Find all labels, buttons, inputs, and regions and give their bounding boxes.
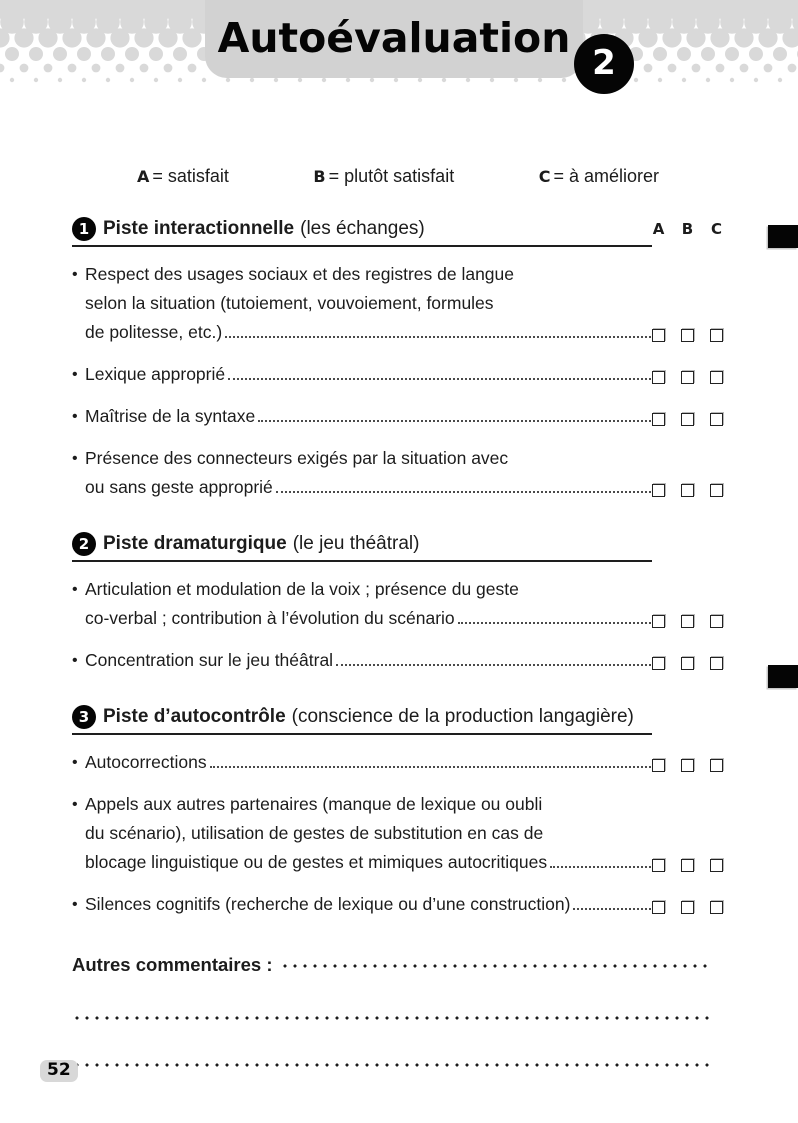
dotted-leader [258,420,651,422]
criterion-text [72,890,652,919]
rating-checkboxes [652,646,723,675]
criterion-line-text: selon la situation (tutoiement, vouvoiement, formules [85,293,494,313]
rating-legend [137,166,659,187]
criterion-text [72,444,652,502]
checkbox-a[interactable] [652,657,665,670]
checkbox-b[interactable] [681,413,694,426]
checkbox-b[interactable] [681,371,694,384]
dotted-leader [225,336,651,338]
criterion-text [72,790,652,877]
rating-checkboxes [652,360,723,389]
dotted-leader [336,664,651,666]
column-letter-a: A [652,220,665,238]
criterion-line-text: Appels aux autres partenaires (manque de lexique ou oubli [85,794,543,814]
comments-label: Autres commentaires : [72,954,273,975]
comment-extra-lines [72,1001,712,1070]
criterion-row [72,890,723,919]
sections-root [72,217,723,919]
criterion-row [72,402,723,431]
criterion-row [72,260,723,347]
checkbox-b[interactable] [681,657,694,670]
criterion-text [72,260,652,347]
criterion-text [72,402,652,431]
bullet-dot: • [72,754,78,771]
criterion-line-text: Autocorrections [85,752,207,772]
criterion-line-text: Présence des connecteurs exigés par la situation avec [85,448,509,468]
criterion-row [72,748,723,777]
section-subtitle: (le jeu théâtral) [292,533,420,554]
dotted-leader [573,908,651,910]
criterion-line-text: Lexique approprié [85,364,226,384]
criterion-line [85,604,652,633]
criterion-row [72,790,723,877]
criterion-line-text: Articulation et modulation de la voix ; présence du geste [85,579,519,599]
criterion-line [85,748,652,777]
checkbox-c[interactable] [710,615,723,628]
criterion-text [72,575,652,633]
rating-checkboxes [652,790,723,877]
legend-letter: A [137,167,150,186]
edge-tab-top [768,225,798,248]
criterion-line [85,790,652,819]
dotted-leader [550,866,651,868]
checkbox-a[interactable] [652,484,665,497]
criterion-line-text: co-verbal ; contribution à l’évolution du scénario [85,608,455,628]
comment-write-line[interactable] [280,949,712,971]
legend-letter: B [313,167,326,186]
section-title: Piste interactionnelle [103,218,295,239]
legend-item-b [313,166,454,187]
criterion-row [72,575,723,633]
rating-checkboxes [652,890,723,919]
section-title: Piste d’autocontrôle [103,706,286,727]
criterion-text [72,748,652,777]
criterion-line [85,260,652,289]
criterion-row [72,444,723,502]
comment-write-line[interactable] [72,1048,712,1070]
legend-letter: C [538,167,551,186]
section-header [72,705,652,735]
criterion-line-text: du scénario), utilisation de gestes de substitution en cas de [85,823,544,843]
checkbox-c[interactable] [710,759,723,772]
criterion-line [85,318,652,347]
bullet-dot: • [72,581,78,598]
criterion-line [85,819,652,848]
legend-item-a [137,166,229,187]
chapter-number: 2 [592,43,616,83]
bullet-dot: • [72,896,78,913]
dotted-leader [228,378,651,380]
criterion-line [85,473,652,502]
rating-checkboxes [652,748,723,777]
legend-text: = satisfait [152,166,229,186]
checkbox-b[interactable] [681,484,694,497]
criterion-line [85,402,652,431]
criterion-row [72,646,723,675]
criterion-line [85,848,652,877]
column-letter-c: C [710,220,722,238]
bullet-dot: • [72,366,78,383]
section-subtitle: (les échanges) [300,218,425,239]
checkbox-b[interactable] [681,901,694,914]
criterion-line-text: ou sans geste approprié [85,477,273,497]
checkbox-c[interactable] [710,413,723,426]
criterion-line-text: Respect des usages sociaux et des registres de langue [85,264,515,284]
section-header [72,532,652,562]
section-number-badge: 2 [72,532,96,556]
checkbox-b[interactable] [681,859,694,872]
legend-text: = plutôt satisfait [328,166,455,186]
section [72,532,723,675]
page-title: Autoévaluation [217,14,571,62]
checkbox-c[interactable] [710,484,723,497]
checkbox-b[interactable] [681,615,694,628]
section-items [72,748,723,919]
section-header [72,217,652,247]
checkbox-c[interactable] [710,901,723,914]
section-number-badge: 3 [72,705,96,729]
checkbox-c[interactable] [710,371,723,384]
checkbox-a[interactable] [652,615,665,628]
rating-checkboxes [652,444,723,502]
bullet-dot: • [72,266,78,283]
criterion-text [72,360,652,389]
rating-checkboxes [652,575,723,633]
criterion-line-text: Silences cognitifs (recherche de lexique ou d’une construction) [85,894,571,914]
bullet-dot: • [72,450,78,467]
criterion-line [85,360,652,389]
comments-block [72,949,712,1070]
evaluation-form [72,160,723,1070]
column-letter-b: B [681,220,694,238]
dotted-leader [210,766,651,768]
criterion-line-text: blocage linguistique ou de gestes et mimiques autocritiques [85,852,548,872]
criterion-line-text: Concentration sur le jeu théâtral [85,650,334,670]
rating-checkboxes [652,402,723,431]
legend-item-c [539,166,659,187]
bullet-dot: • [72,408,78,425]
section-title: Piste dramaturgique [103,533,287,554]
criterion-line-text: de politesse, etc.) [85,322,223,342]
criterion-row [72,360,723,389]
checkbox-a[interactable] [652,371,665,384]
rating-column-headers [652,220,723,244]
criterion-line [85,289,652,318]
comment-write-line[interactable] [72,1001,712,1023]
criterion-line [85,575,652,604]
section-items [72,575,723,675]
checkbox-b[interactable] [681,329,694,342]
rating-checkboxes [652,260,723,347]
bullet-dot: • [72,652,78,669]
criterion-line [85,890,652,919]
checkbox-c[interactable] [710,329,723,342]
checkbox-b[interactable] [681,759,694,772]
criterion-line [85,646,652,675]
header-banner [205,0,583,78]
dotted-leader [458,622,651,624]
checkbox-c[interactable] [710,657,723,670]
criterion-line-text: Maîtrise de la syntaxe [85,406,256,426]
chapter-number-badge [574,34,634,94]
criterion-text [72,646,652,675]
checkbox-a[interactable] [652,901,665,914]
section [72,705,723,919]
checkbox-a[interactable] [652,859,665,872]
checkbox-a[interactable] [652,413,665,426]
checkbox-c[interactable] [710,859,723,872]
section [72,217,723,502]
legend-text: = à améliorer [553,166,659,186]
section-subtitle: (conscience de la production langagière) [291,706,634,727]
page-number-badge: 52 [40,1060,78,1082]
bullet-dot: • [72,796,78,813]
edge-tab-bottom [768,665,798,688]
criterion-line [85,444,652,473]
section-number-badge: 1 [72,217,96,241]
checkbox-a[interactable] [652,759,665,772]
dotted-leader [276,491,651,493]
checkbox-a[interactable] [652,329,665,342]
section-items [72,260,723,502]
